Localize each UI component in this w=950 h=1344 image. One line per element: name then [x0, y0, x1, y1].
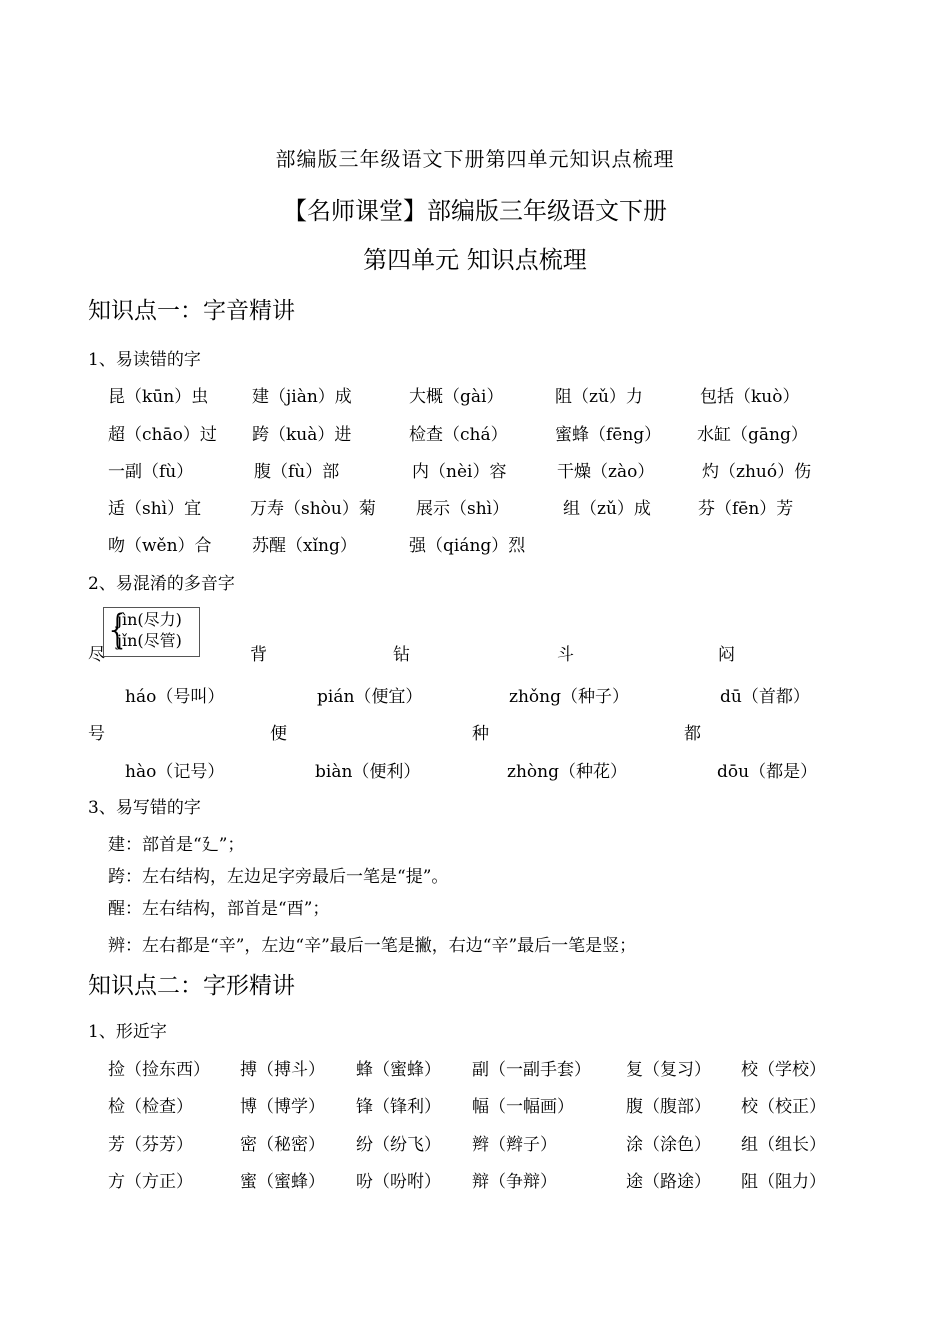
grid-cell: 超（chāo）过 [108, 425, 217, 445]
grid-cell: 腹（腹部） [626, 1097, 711, 1117]
grid-cell: 幅（一幅画） [472, 1097, 574, 1117]
polyphonic-char: 斗 [557, 645, 574, 665]
jin-pronunciation-box [103, 607, 200, 657]
pronunciation-lower: zhòng（种花） [507, 762, 627, 782]
grid-cell: 建（jiàn）成 [252, 387, 352, 407]
grid-cell: 蜜（蜜蜂） [240, 1172, 325, 1192]
brace-symbol: { [105, 607, 131, 653]
grid-cell: 腹（fù）部 [254, 462, 340, 482]
jin-pronunciation-1: jìn(尽力) [117, 610, 182, 629]
pronunciation-lower: biàn（便利） [315, 762, 421, 782]
document-title: 部编版三年级语文下册第四单元知识点梳理 [275, 147, 675, 171]
writing-note: 辨：左右都是“辛”，左边“辛”最后一笔是撇，右边“辛”最后一笔是竖； [108, 936, 637, 956]
grid-cell: 吩（吩咐） [356, 1172, 441, 1192]
grid-cell: 跨（kuà）进 [252, 425, 352, 445]
grid-cell: 展示（shì） [416, 499, 510, 519]
grid-cell: 组（zǔ）成 [563, 499, 651, 519]
pronunciation-upper: dū（首都） [720, 687, 810, 707]
grid-cell: 副（一副手套） [472, 1060, 591, 1080]
grid-cell: 阻（阻力） [741, 1172, 826, 1192]
grid-cell: 组（组长） [741, 1135, 826, 1155]
grid-cell: 昆（kūn）虫 [108, 387, 209, 407]
grid-cell: 干燥（zào） [557, 462, 655, 482]
subheading-misread-chars: 1、易读错的字 [88, 350, 201, 370]
grid-cell: 纷（纷飞） [356, 1135, 441, 1155]
grid-cell: 途（路途） [626, 1172, 711, 1192]
subtitle-unit: 第四单元 知识点梳理 [363, 246, 587, 274]
polyphonic-char: 种 [472, 724, 489, 744]
polyphonic-char: 号 [88, 724, 105, 744]
grid-cell: 涂（涂色） [626, 1135, 711, 1155]
grid-cell: 校（校正） [741, 1097, 826, 1117]
grid-cell: 内（nèi）容 [412, 462, 507, 482]
grid-cell: 适（shì）宜 [108, 499, 202, 519]
jin-pronunciation-2: jǐn(尽管) [117, 631, 182, 650]
grid-cell: 检查（chá） [409, 425, 508, 445]
grid-cell: 博（博学） [240, 1097, 325, 1117]
pronunciation-upper: pián（便宜） [317, 687, 423, 707]
grid-cell: 锋（锋利） [356, 1097, 441, 1117]
grid-cell: 蜜蜂（fēng） [555, 425, 662, 445]
polyphonic-char: 都 [684, 724, 701, 744]
polyphonic-char: 闷 [718, 645, 735, 665]
grid-cell: 搏（搏斗） [240, 1060, 325, 1080]
section-heading-pronunciation: 知识点一：字音精讲 [88, 298, 295, 324]
grid-cell: 蜂（蜜蜂） [356, 1060, 441, 1080]
grid-cell: 芬（fēn）芳 [698, 499, 794, 519]
grid-cell: 辩（争辩） [472, 1172, 557, 1192]
pronunciation-lower: dōu（都是） [717, 762, 818, 782]
grid-cell: 大概（gài） [409, 387, 504, 407]
polyphonic-char-jin: 尽 [88, 645, 105, 665]
grid-cell: 吻（wěn）合 [108, 536, 212, 556]
grid-cell: 芳（芬芳） [108, 1135, 193, 1155]
grid-cell: 一副（fù） [108, 462, 194, 482]
grid-cell: 阻（zǔ）力 [555, 387, 643, 407]
grid-cell: 强（qiáng）烈 [409, 536, 526, 556]
grid-cell: 校（学校） [741, 1060, 826, 1080]
subtitle-main: 【名师课堂】部编版三年级语文下册 [283, 197, 667, 225]
grid-cell: 苏醒（xǐng） [252, 536, 357, 556]
grid-cell: 检（检查） [108, 1097, 193, 1117]
grid-cell: 捡（捡东西） [108, 1060, 210, 1080]
subheading-polyphonic-chars: 2、易混淆的多音字 [88, 574, 235, 594]
grid-cell: 密（秘密） [240, 1135, 325, 1155]
writing-note: 建：部首是“廴”； [108, 835, 245, 855]
pronunciation-upper: zhǒng（种子） [509, 687, 629, 707]
subheading-miswritten-chars: 3、易写错的字 [88, 798, 201, 818]
grid-cell: 方（方正） [108, 1172, 193, 1192]
grid-cell: 灼（zhuó）伤 [702, 462, 812, 482]
writing-note: 跨：左右结构，左边足字旁最后一笔是“提”。 [108, 867, 449, 887]
pronunciation-lower: hào（记号） [125, 762, 225, 782]
grid-cell: 辫（辫子） [472, 1135, 557, 1155]
polyphonic-char: 便 [270, 724, 287, 744]
polyphonic-char: 钻 [393, 645, 410, 665]
polyphonic-char: 背 [250, 645, 267, 665]
writing-note: 醒：左右结构，部首是“酉”； [108, 899, 330, 919]
pronunciation-upper: háo（号叫） [125, 687, 225, 707]
grid-cell: 包括（kuò） [700, 387, 800, 407]
grid-cell: 复（复习） [626, 1060, 711, 1080]
grid-cell: 万寿（shòu）菊 [250, 499, 376, 519]
subheading-similar-chars: 1、形近字 [88, 1022, 167, 1042]
section-heading-form: 知识点二：字形精讲 [88, 973, 295, 999]
grid-cell: 水缸（gāng） [697, 425, 808, 445]
